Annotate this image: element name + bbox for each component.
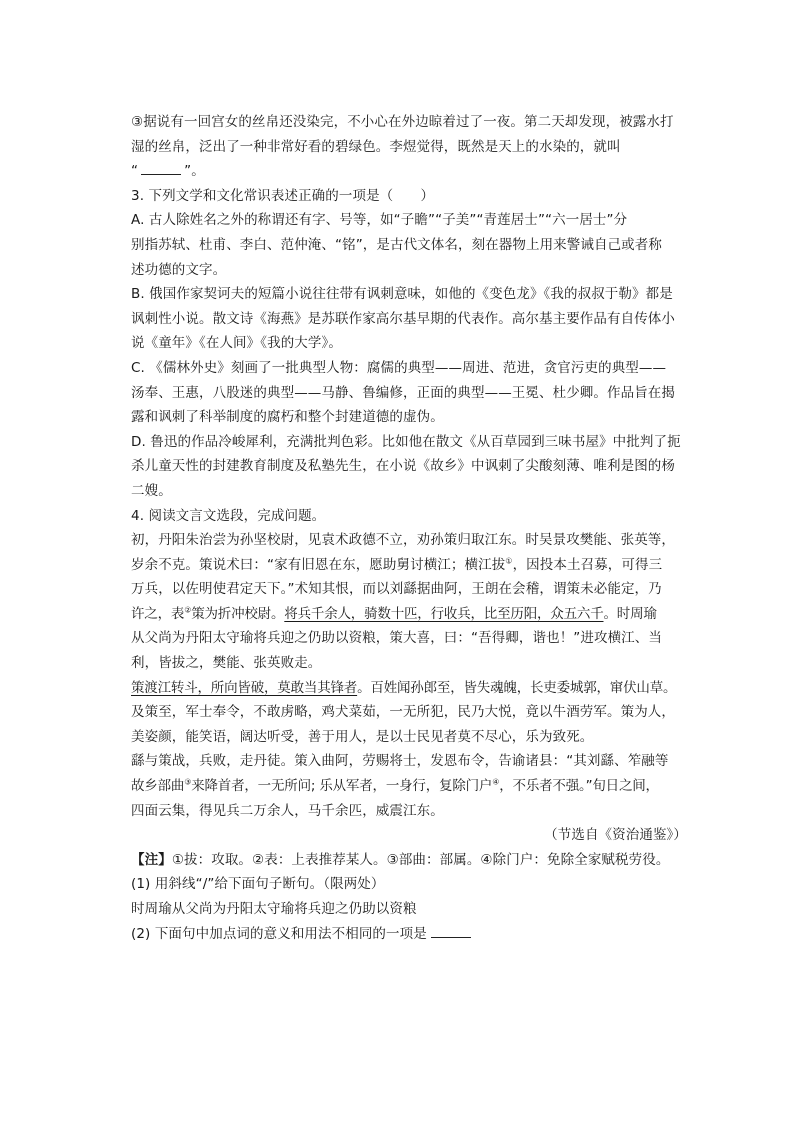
passage-text: ，因投本土召募，可得三 (512, 556, 663, 573)
subquestion-2-text: (2) 下面句中加点词的意义和用法不相同的一项是 (131, 925, 427, 942)
footnote-mark: ④ (492, 777, 500, 787)
passage-line (131, 553, 701, 578)
notes-line (131, 848, 701, 873)
passage-text: 许之，表 (131, 605, 185, 622)
passage-line (131, 774, 701, 799)
quote-close: ”。 (184, 163, 205, 180)
notes-text: ①拔：攻取。②表：上表推荐某人。③部曲：部属。④除门户：免除全家赋税劳役。 (171, 851, 670, 868)
passage-line: 初，丹阳朱治尝为孙坚校尉，见袁术政德不立，劝孙策归取江东。时吴景攻樊能、张英等， (131, 532, 675, 549)
passage-line: 繇与策战，兵败，走丹徒。策入曲阿，劳赐将士，发恩布令，告谕诸县：“其刘繇、笮融等 (131, 753, 669, 770)
source-citation: （节选自《资治通鉴》） (544, 827, 687, 844)
quote-open: “ (131, 163, 139, 180)
question-3-title: 3. 下列文学和文化常识表述正确的一项是（ ） (131, 187, 435, 204)
option-b-line: 讽刺性小说。散文诗《海燕》是苏联作家高尔基早期的代表作。高尔基主要作品有自传体小 (131, 310, 675, 327)
passage-line (131, 676, 701, 701)
option-c-line: 露和讽刺了科举制度的腐朽和整个封建道德的虚伪。 (131, 409, 444, 426)
passage-line: 利，皆拔之，樊能、张英败走。 (131, 655, 322, 672)
subquestion-2 (131, 922, 701, 947)
option-d-line: 二嫂。 (131, 482, 172, 499)
passage-line: 及策至，军士奉令，不敢虏略，鸡犬菜茹，一无所犯，民乃大悦，竟以牛酒劳军。策为人， (131, 704, 675, 721)
subquestion-1: (1) 用斜线“/”给下面句子断句。（限两处） (131, 876, 385, 893)
option-d-line: 杀儿童天性的封建教育制度及私塾先生，在小说《故乡》中讽刺了尖酸刻薄、唯利是图的杨 (131, 458, 675, 475)
option-c-line: 汤奉、王惠，八股迷的典型——马静、鲁编修，正面的典型——王冕、杜少卿。作品旨在揭 (131, 384, 675, 401)
passage-line: 从父尚为丹阳太守瑜将兵迎之仍助以资粮，策大喜，曰：“吾得卿，谐也！”进攻横江、当 (131, 630, 662, 647)
answer-blank[interactable] (141, 160, 181, 175)
passage-line: 美姿颜，能笑语，阔达听受，善于用人，是以士民见者莫不尽心，乐为致死。 (131, 728, 594, 745)
passage-text: 策为折冲校尉。 (191, 605, 285, 622)
option-b-line: B. 俄国作家契诃夫的短篇小说往往带有讽刺意味，如他的《变色龙》《我的叔叔于勒》都是 (131, 286, 673, 303)
option-a-line: A. 古人除姓名之外的称谓还有字、号等，如“子瞻”“子美”“青莲居士”“六一居士”分 (131, 212, 628, 229)
text-line: ③据说有一回宫女的丝帛还没染完，不小心在外边晾着过了一夜。第二天却发现，被露水打 (131, 114, 674, 130)
passage-text: 。时周瑜 (603, 605, 657, 622)
passage-text: ，不乐者不强。”旬日之间， (499, 778, 659, 795)
option-d-line: D. 鲁迅的作品冷峻犀利，充满批判色彩。比如他在散文《从百草园到三味书屋》中批判了扼 (131, 433, 681, 450)
notes-label: 【注】 (131, 851, 172, 868)
passage-line: 四面云集，得见兵二万余人，马千余匹，威震江东。 (131, 802, 444, 819)
passage-text: 故乡部曲 (131, 778, 185, 795)
option-a-line: 述功德的文字。 (131, 261, 227, 278)
passage-text: 来降首者，一无所问; 乐从军者，一身行，复除门户 (191, 778, 493, 795)
footnote-mark: ③ (184, 777, 192, 787)
passage-line: 万兵，以佐明使君定天下。”术知其恨，而以刘繇据曲阿，王朗在会稽，谓策未必能定，乃 (131, 581, 662, 598)
footnote-mark: ① (505, 556, 513, 566)
footnote-mark: ② (184, 605, 192, 615)
answer-blank[interactable] (431, 923, 471, 938)
option-c-line: C. 《儒林外史》刻画了一批典型人物：腐儒的典型——周进、范进，贪官污吏的典型—— (131, 359, 667, 376)
option-a-line: 别指苏轼、杜甫、李白、范仲淹、“铭”，是古代文体名，刻在器物上用来警诫自己或者称 (131, 236, 662, 253)
text-line (131, 159, 701, 184)
option-b-line: 说《童年》《在人间》《我的大学》。 (131, 335, 342, 352)
underlined-sentence: 策渡江转斗，所向皆破，莫敢当其锋者 (131, 679, 358, 696)
subquestion-1-text: 时周瑜从父尚为丹阳太守瑜将兵迎之仍助以资粮 (131, 901, 417, 917)
document-page (131, 110, 701, 946)
question-4-title: 4. 阅读文言文选段，完成问题。 (131, 507, 326, 524)
underlined-sentence: 将兵千余人，骑数十匹，行收兵，比至历阳，众五六千 (284, 605, 604, 622)
passage-text: 岁余不克。策说术曰：“家有旧恩在东，愿助舅讨横江；横江拔 (131, 556, 506, 573)
text-line: 湿的丝帛，泛出了一种非常好看的碧绿色。李煜觉得，既然是天上的水染的，就叫 (131, 138, 621, 155)
passage-line (131, 602, 701, 627)
passage-text: 。百姓闻孙郎至，皆失魂魄，长吏委城郭，窜伏山草。 (357, 679, 677, 696)
